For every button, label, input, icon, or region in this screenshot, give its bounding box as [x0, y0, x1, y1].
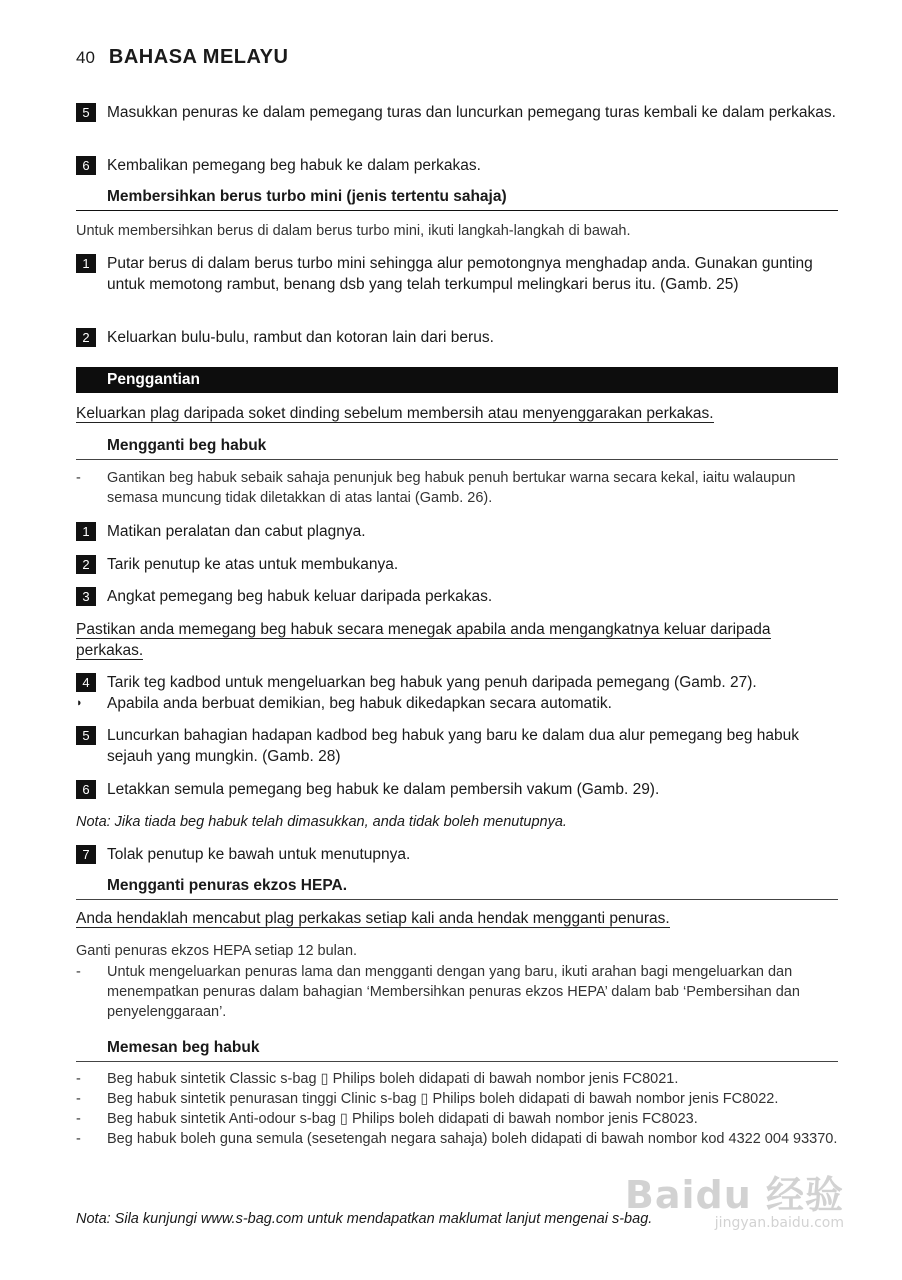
- turbo-heading: Membersihkan berus turbo mini (jenis tertentu sahaja): [76, 187, 838, 211]
- triangle-bullet-icon: ◗: [76, 697, 83, 709]
- section-bar-replacement: [76, 367, 838, 393]
- step-number: 6: [76, 780, 96, 799]
- step-number: 4: [76, 673, 96, 692]
- step-text: Keluarkan bulu-bulu, rambut dan kotoran lain dari berus.: [107, 329, 494, 346]
- step-text: Letakkan semula pemegang beg habuk ke dalam pembersih vakum (Gamb. 29).: [107, 781, 660, 798]
- watermark-logo: Baidu 经验: [624, 1173, 844, 1217]
- dustbag-step-6: [76, 779, 838, 800]
- step-number: 2: [76, 555, 96, 574]
- step-text: Kembalikan pemegang beg habuk ke dalam perkakas.: [107, 157, 481, 174]
- step-number: 6: [76, 156, 96, 175]
- step-number: 5: [76, 726, 96, 745]
- dustbag-step-1: [76, 521, 838, 542]
- watermark-url: jingyan.baidu.com: [714, 1215, 844, 1231]
- dustbag-warning: Pastikan anda memegang beg habuk secara menegak apabila anda mengangkatnya keluar daripada perkakas.: [76, 621, 771, 659]
- order-heading: Memesan beg habuk: [76, 1038, 838, 1062]
- list-item: - Beg habuk sintetik penurasan tinggi Clinic s-bag ▯ Philips boleh didapati di bawah nombor jenis FC8022.: [76, 1091, 779, 1107]
- page-number: 40: [76, 48, 95, 67]
- dustbag-heading: Mengganti beg habuk: [76, 436, 838, 460]
- step-text: Tarik teg kadbod untuk mengeluarkan beg habuk yang penuh daripada pemegang (Gamb. 27).: [107, 674, 757, 691]
- turbo-step-1: [76, 253, 838, 295]
- hepa-heading: Mengganti penuras ekzos HEPA.: [76, 876, 838, 900]
- step-text: Masukkan penuras ke dalam pemegang turas dan luncurkan pemegang turas kembali ke dalam perkakas.: [107, 104, 836, 121]
- baidu-watermark: [625, 1164, 844, 1231]
- step-text: Matikan peralatan dan cabut plagnya.: [107, 523, 366, 540]
- replacement-warning: Keluarkan plag daripada soket dinding sebelum membersih atau menyenggarakan perkakas.: [76, 405, 714, 422]
- section-title: Penggantian: [107, 371, 201, 388]
- dustbag-arrow-note: ◗ Apabila anda berbuat demikian, beg habuk dikedapkan secara automatik.: [76, 695, 612, 712]
- order-note: Nota: Sila kunjungi www.s-bag.com untuk mendapatkan maklumat lanjut mengenai s-bag.: [76, 1211, 653, 1227]
- dustbag-step-7: [76, 844, 838, 865]
- turbo-step-2: [76, 327, 838, 348]
- step-text: Putar berus di dalam berus turbo mini sehingga alur pemotongnya menghadap anda. Gunakan gunting untuk memotong rambut, benang dsb yang telah terkumpul melingkari berus itu. (Gamb. 25): [107, 255, 813, 293]
- step-number: 1: [76, 522, 96, 541]
- page-header: [76, 46, 288, 69]
- dustbag-dash: - Gantikan beg habuk sebaik sahaja penunjuk beg habuk penuh bertukar warna secara kekal, iaitu walaupun semasa muncung tidak diletakkan di atas lantai (Gamb. 26).: [76, 470, 796, 506]
- step-text: Luncurkan bahagian hadapan kadbod beg habuk yang baru ke dalam dua alur pemegang beg habuk sejauh yang mungkin. (Gamb. 28): [107, 727, 800, 765]
- list-item: - Beg habuk sintetik Anti-odour s-bag ▯ Philips boleh didapati di bawah nombor jenis FC8023.: [76, 1111, 698, 1127]
- order-list: [76, 1069, 838, 1149]
- language-title: BAHASA MELAYU: [108, 46, 289, 68]
- list-item: - Beg habuk boleh guna semula (sesetengah negara sahaja) boleh didapati di bawah nombor kod 4322 004 93370.: [76, 1131, 838, 1147]
- step-text: Angkat pemegang beg habuk keluar daripada perkakas.: [107, 588, 493, 605]
- top-step-6: [76, 155, 838, 176]
- dustbag-step-5: [76, 725, 838, 767]
- step-number: 1: [76, 254, 96, 273]
- step-number: 5: [76, 103, 96, 122]
- dustbag-step-2: [76, 554, 838, 575]
- hepa-warning: Anda hendaklah mencabut plag perkakas setiap kali anda hendak mengganti penuras.: [76, 910, 670, 927]
- step-text: Tarik penutup ke atas untuk membukanya.: [107, 556, 399, 573]
- step-number: 3: [76, 587, 96, 606]
- dustbag-step-4: [76, 672, 838, 693]
- top-step-5: [76, 102, 838, 123]
- step-number: 2: [76, 328, 96, 347]
- hepa-dash: - Untuk mengeluarkan penuras lama dan mengganti dengan yang baru, ikuti arahan bagi mengeluarkan dan menempatkan penuras dalam bahagian ‘Membersihkan penuras ekzos HEPA’ dalam bab ‘Pembersihan dan penyelenggaraan’.: [76, 964, 800, 1020]
- turbo-intro: Untuk membersihkan berus di dalam berus turbo mini, ikuti langkah-langkah di bawah.: [76, 223, 631, 239]
- list-item: - Beg habuk sintetik Classic s-bag ▯ Philips boleh didapati di bawah nombor jenis FC8021.: [76, 1071, 679, 1087]
- step-number: 7: [76, 845, 96, 864]
- dustbag-step-3: [76, 586, 838, 607]
- dustbag-note: Nota: Jika tiada beg habuk telah dimasukkan, anda tidak boleh menutupnya.: [76, 814, 567, 830]
- step-text: Tolak penutup ke bawah untuk menutupnya.: [107, 846, 411, 863]
- hepa-intro: Ganti penuras ekzos HEPA setiap 12 bulan.: [76, 943, 358, 959]
